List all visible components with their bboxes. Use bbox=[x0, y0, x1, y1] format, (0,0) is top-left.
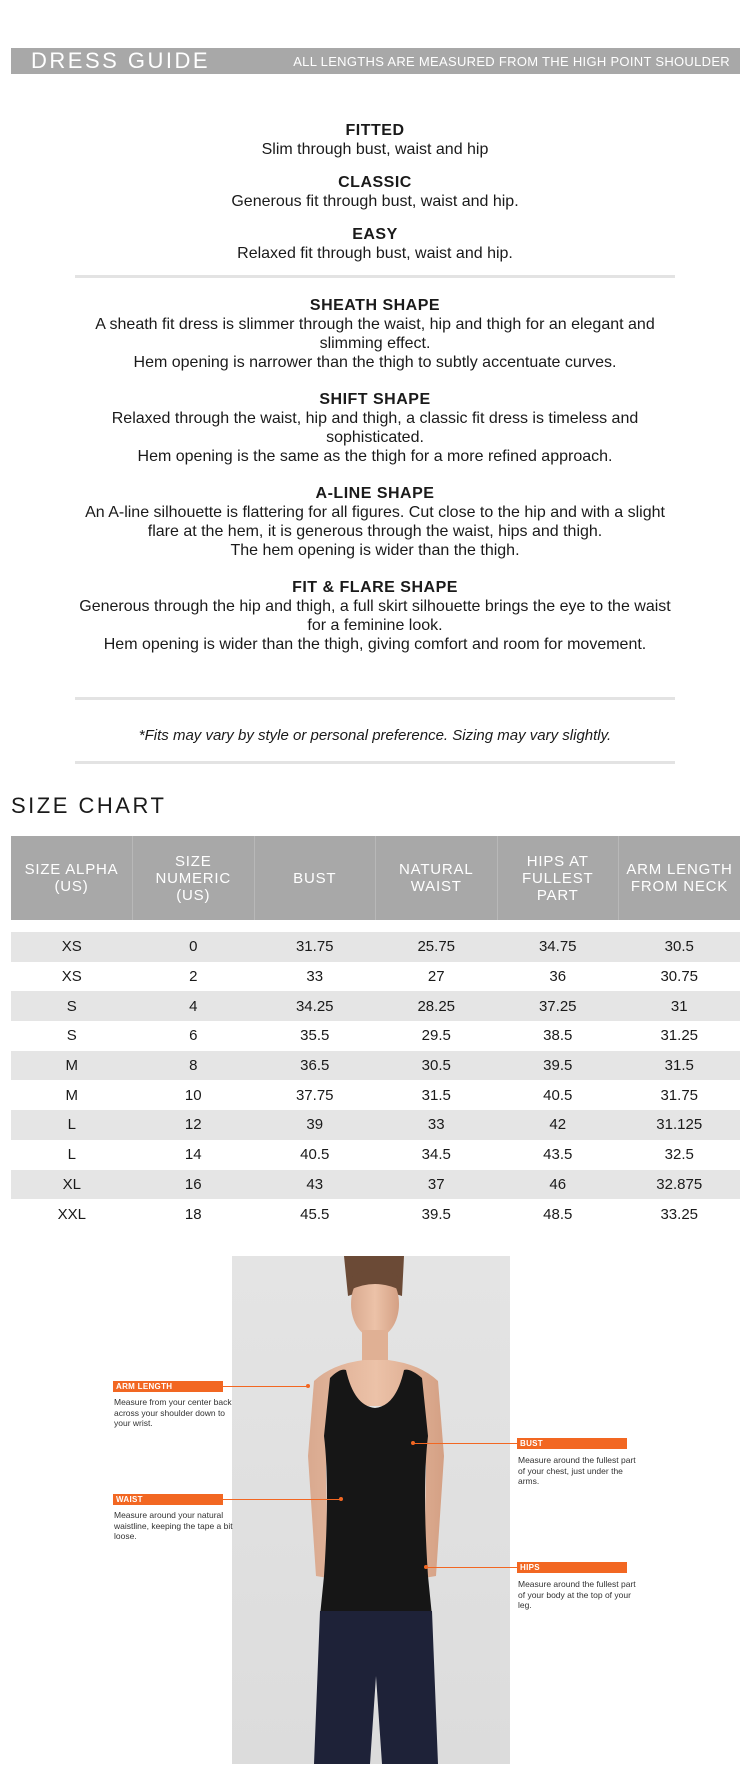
table-cell: 40.5 bbox=[543, 1086, 573, 1104]
shape-name: A-LINE SHAPE bbox=[315, 485, 435, 502]
table-cell: XS bbox=[61, 968, 82, 986]
table-cell: S bbox=[11, 991, 133, 1021]
shape-hem-note: Hem opening is narrower than the thigh to subtly accentuate curves. bbox=[133, 354, 617, 371]
dress-guide-header bbox=[11, 48, 740, 74]
table-row bbox=[11, 991, 740, 1021]
table-cell: 43.5 bbox=[543, 1146, 573, 1164]
table-row bbox=[11, 1199, 740, 1229]
arm-length-label: ARM LENGTH bbox=[113, 1381, 223, 1392]
table-header-row bbox=[11, 836, 740, 920]
table-cell: XL bbox=[11, 1170, 133, 1200]
shape-description: An A-line silhouette is flattering for all figures. Cut close to the hip and with a slight flare at the hem, it is generous through the waist, hips and thigh. bbox=[85, 504, 665, 540]
table-cell: XS bbox=[11, 932, 133, 962]
table-spacer bbox=[11, 920, 740, 932]
section-divider bbox=[75, 275, 675, 278]
table-cell: 4 bbox=[133, 991, 255, 1021]
table-cell: 10 bbox=[184, 1086, 202, 1104]
table-cell: 30.5 bbox=[619, 932, 741, 962]
shape-name: SHEATH SHAPE bbox=[309, 297, 441, 314]
column-header: SIZE ALPHA (US) bbox=[11, 836, 133, 920]
arm-length-marker bbox=[306, 1384, 310, 1388]
table-cell: 34.5 bbox=[421, 1146, 451, 1164]
table-cell: 42 bbox=[497, 1110, 619, 1140]
table-cell: L bbox=[11, 1110, 133, 1140]
hips-label: HIPS bbox=[517, 1562, 627, 1573]
table-cell: 30.75 bbox=[660, 968, 699, 986]
fit-easy bbox=[75, 225, 675, 263]
fit-disclaimer: *Fits may vary by style or personal preference. Sizing may vary slightly. bbox=[138, 727, 612, 744]
table-cell: 12 bbox=[133, 1110, 255, 1140]
table-cell: 39.5 bbox=[497, 1051, 619, 1081]
bust-instructions: Measure around the fullest part of your chest, just under the arms. bbox=[518, 1455, 636, 1486]
table-cell: 43 bbox=[254, 1170, 376, 1200]
table-cell: 31.125 bbox=[619, 1110, 741, 1140]
table-cell: 45.5 bbox=[300, 1205, 330, 1223]
table-cell: 37.25 bbox=[497, 991, 619, 1021]
shape-sheath bbox=[68, 296, 682, 372]
size-chart-table bbox=[11, 836, 740, 1229]
table-cell: 14 bbox=[184, 1146, 202, 1164]
bust-pointer bbox=[413, 1443, 517, 1444]
shape-description: Generous through the hip and thigh, a full skirt silhouette brings the eye to the waist for a feminine look. bbox=[79, 598, 671, 634]
table-cell: 48.5 bbox=[543, 1205, 573, 1223]
table-cell: 40.5 bbox=[300, 1146, 330, 1164]
table-cell: 36.5 bbox=[254, 1051, 376, 1081]
table-row bbox=[11, 1110, 740, 1140]
table-cell: L bbox=[67, 1146, 76, 1164]
table-row bbox=[11, 962, 740, 992]
table-cell: S bbox=[66, 1027, 77, 1045]
table-cell: 39.5 bbox=[421, 1205, 451, 1223]
hips-instructions: Measure around the fullest part of your body at the top of your leg. bbox=[518, 1579, 636, 1610]
table-cell: 2 bbox=[189, 968, 198, 986]
waist-instructions: Measure around your natural waistline, keeping the tape a bit loose. bbox=[114, 1510, 233, 1541]
table-cell: 33.25 bbox=[660, 1205, 699, 1223]
table-cell: 36 bbox=[549, 968, 567, 986]
waist-label: WAIST bbox=[113, 1494, 223, 1505]
arm-length-pointer bbox=[223, 1386, 308, 1387]
column-header: BUST bbox=[254, 836, 376, 920]
table-cell: 37 bbox=[376, 1170, 498, 1200]
table-cell: 18 bbox=[184, 1205, 202, 1223]
spacer-cell bbox=[11, 920, 740, 932]
dress-guide-title: DRESS GUIDE bbox=[31, 48, 211, 73]
table-row bbox=[11, 1170, 740, 1200]
fit-description: Slim through bust, waist and hip bbox=[261, 141, 489, 158]
column-header: SIZE NUMERIC (US) bbox=[133, 836, 255, 920]
table-cell: 31.5 bbox=[421, 1086, 451, 1104]
table-cell: 28.25 bbox=[376, 991, 498, 1021]
table-cell: 37.75 bbox=[295, 1086, 334, 1104]
column-header: ARM LENGTH FROM NECK bbox=[619, 836, 741, 920]
table-cell: 32.875 bbox=[619, 1170, 741, 1200]
table-cell: 29.5 bbox=[421, 1027, 451, 1045]
table-cell: XXL bbox=[57, 1205, 86, 1223]
shape-fit-flare bbox=[68, 578, 682, 654]
hips-pointer bbox=[426, 1567, 517, 1568]
measurement-note: ALL LENGTHS ARE MEASURED FROM THE HIGH POINT SHOULDER bbox=[293, 53, 730, 69]
shape-hem-note: The hem opening is wider than the thigh. bbox=[230, 542, 520, 559]
section-divider bbox=[75, 697, 675, 700]
shape-a-line bbox=[68, 484, 682, 560]
model-illustration bbox=[232, 1256, 510, 1764]
table-cell: 0 bbox=[133, 932, 255, 962]
table-row bbox=[11, 932, 740, 962]
size-chart-title: SIZE CHART bbox=[11, 793, 167, 818]
shape-name: FIT & FLARE SHAPE bbox=[292, 579, 458, 596]
table-cell: 31.25 bbox=[660, 1027, 699, 1045]
shape-hem-note: Hem opening is wider than the thigh, giving comfort and room for movement. bbox=[103, 636, 647, 653]
shape-description: Relaxed through the waist, hip and thigh, a classic fit dress is timeless and sophisticated. bbox=[111, 410, 639, 446]
table-cell: 25.75 bbox=[376, 932, 498, 962]
table-row bbox=[11, 1080, 740, 1110]
shape-description: A sheath fit dress is slimmer through the waist, hip and thigh for an elegant and slimming effect. bbox=[95, 316, 655, 352]
fit-name: EASY bbox=[352, 226, 398, 243]
fit-name: FITTED bbox=[345, 122, 405, 139]
table-cell: 39 bbox=[254, 1110, 376, 1140]
table-cell: 34.25 bbox=[254, 991, 376, 1021]
table-cell: 31.75 bbox=[660, 1086, 699, 1104]
table-cell: 34.75 bbox=[497, 932, 619, 962]
table-row bbox=[11, 1021, 740, 1051]
table-cell: 16 bbox=[133, 1170, 255, 1200]
fit-fitted bbox=[75, 121, 675, 159]
table-cell: 38.5 bbox=[543, 1027, 573, 1045]
model-photo bbox=[232, 1256, 510, 1764]
table-row bbox=[11, 1051, 740, 1081]
table-cell: 8 bbox=[133, 1051, 255, 1081]
table-cell: 31.5 bbox=[619, 1051, 741, 1081]
fit-description: Generous fit through bust, waist and hip. bbox=[231, 193, 519, 210]
table-cell: 31.75 bbox=[254, 932, 376, 962]
bust-label: BUST bbox=[517, 1438, 627, 1449]
table-cell: 46 bbox=[497, 1170, 619, 1200]
column-header: NATURAL WAIST bbox=[376, 836, 498, 920]
shape-hem-note: Hem opening is the same as the thigh for a more refined approach. bbox=[137, 448, 613, 465]
section-divider bbox=[75, 761, 675, 764]
table-cell: M bbox=[11, 1051, 133, 1081]
waist-pointer bbox=[223, 1499, 341, 1500]
table-cell: 30.5 bbox=[376, 1051, 498, 1081]
table-cell: 33 bbox=[376, 1110, 498, 1140]
table-cell: 32.5 bbox=[664, 1146, 694, 1164]
table-cell: M bbox=[65, 1086, 78, 1104]
fit-name: CLASSIC bbox=[338, 174, 412, 191]
column-header: HIPS AT FULLEST PART bbox=[497, 836, 619, 920]
table-cell: 27 bbox=[427, 968, 445, 986]
arm-length-instructions: Measure from your center back across your shoulder down to your wrist. bbox=[114, 1397, 232, 1428]
shape-shift bbox=[68, 390, 682, 466]
table-cell: 6 bbox=[189, 1027, 198, 1045]
table-cell: 35.5 bbox=[300, 1027, 330, 1045]
table-cell: 33 bbox=[306, 968, 324, 986]
table-row bbox=[11, 1140, 740, 1170]
waist-marker bbox=[339, 1497, 343, 1501]
fit-description: Relaxed fit through bust, waist and hip. bbox=[237, 245, 513, 262]
table-cell: 31 bbox=[619, 991, 741, 1021]
shape-name: SHIFT SHAPE bbox=[319, 391, 431, 408]
fit-classic bbox=[75, 173, 675, 211]
